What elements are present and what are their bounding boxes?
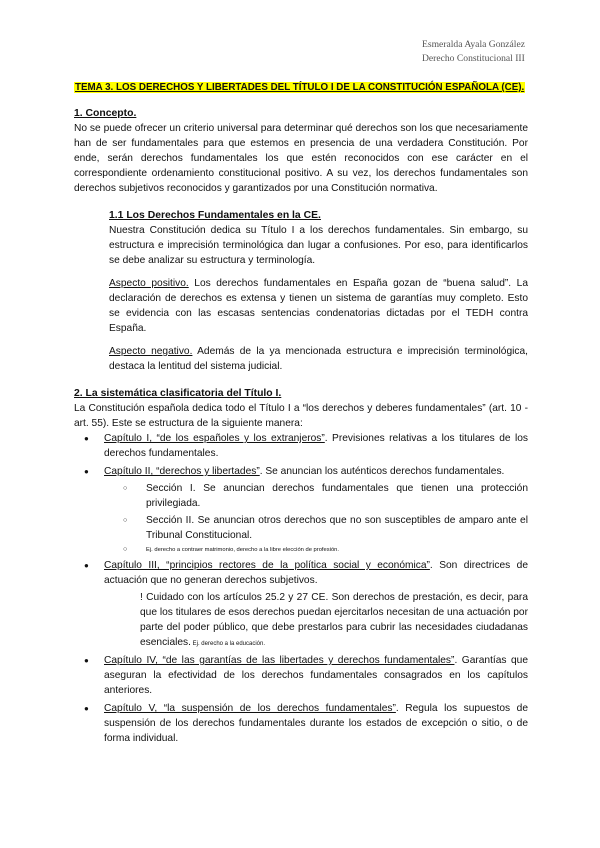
chapter-text: . Se anuncian los auténticos derechos fundamentales.: [259, 466, 505, 477]
chapter-3-note-text: ! Cuidado con los artículos 25.2 y 27 CE. Son derechos de prestación, es decir, para que los titulares de esos derechos puedan ejercitarlos necesitan de una actuación por parte del poder público, que debe prestarlos para cubrir las necesidades ciudadanas esenciales.: [140, 592, 528, 648]
header-author: Esmeralda Ayala González: [421, 39, 525, 50]
chapter-text: . Previsiones relativas a los titulares de los derechos fundamentales.: [104, 433, 528, 459]
chapter-item: [74, 558, 528, 650]
aspecto-negativo-label: Aspecto negativo.: [109, 346, 193, 357]
section-list: [104, 481, 528, 555]
section-1-heading: 1. Concepto.: [74, 108, 137, 119]
chapter-text: . Garantías que aseguran la efectividad de los derechos fundamentales consagrados en los capítulos anteriores.: [104, 655, 528, 696]
chapter-item: [74, 701, 528, 746]
title-line: [74, 80, 528, 95]
subsection-1-1-body: Nuestra Constitución dedica su Título I a los derechos fundamentales. Sin embargo, su estructura e imprecisión terminológica dan lugar a confusiones. Por eso, para identificarlos se debe analizar su estructura y terminología.: [109, 225, 528, 266]
aspecto-positivo: [109, 276, 528, 336]
section-concepto: [74, 106, 528, 374]
chapter-name: Capítulo V, “la suspensión de los derechos fundamentales”: [104, 703, 396, 714]
aspecto-positivo-text: Los derechos fundamentales en España gozan de “buena salud”. La declaración de derechos es extensa y tienen un sistema de garantías muy completo. Esto se evidencia con las escasas sentencias condenatorias dictadas por el TEDH contra España.: [109, 278, 528, 334]
aspecto-positivo-label: Aspecto positivo.: [109, 278, 189, 289]
page-header: [422, 38, 525, 66]
subsection-1-1: [109, 208, 528, 374]
example-item: ○ Ej. derecho a contraer matrimonio, derecho a la libre elección de profesión.: [104, 545, 528, 555]
section-sistematica: [74, 386, 528, 746]
subsection-1-1-heading: 1.1 Los Derechos Fundamentales en la CE.: [109, 210, 321, 221]
header-subject: Derecho Constitucional III: [421, 53, 525, 64]
chapter-3-example: Ej. derecho a la educación.: [190, 641, 266, 647]
chapter-name: Capítulo IV, “de las garantías de las libertades y derechos fundamentales”: [104, 655, 455, 666]
chapter-item: [74, 431, 528, 461]
chapter-3-note: [140, 590, 528, 650]
chapter-name: Capítulo III, “principios rectores de la política social y económica”: [104, 560, 430, 571]
chapter-name: Capítulo I, “de los españoles y los extranjeros”: [104, 433, 325, 444]
section-2-intro: La Constitución española dedica todo el Título I a “los derechos y deberes fundamentales” (art. 10 - art. 55). Este se estructura de la siguiente manera:: [74, 403, 528, 429]
aspecto-negativo-text: Además de la ya mencionada estructura e imprecisión terminológica, destaca la lentitud del sistema judicial.: [109, 346, 528, 372]
chapter-item: [74, 464, 528, 555]
section-item: ○ Sección II. Se anuncian otros derechos que no son susceptibles de amparo ante el Tribunal Constitucional.: [104, 513, 528, 543]
chapter-item: [74, 653, 528, 698]
chapter-name: Capítulo II, “derechos y libertades”: [104, 466, 260, 477]
aspecto-negativo: [109, 344, 528, 374]
section-1-body: No se puede ofrecer un criterio universal para determinar qué derechos son los que necesariamente han de ser fundamentales para que estemos en presencia de una verdadera Constitución. Por ende, serán derechos fundamentales los que estén reconocidos con ese carácter en el correspondiente ordenamiento constitucional positivo. A su vez, los derechos fundamentales son derechos subjetivos reconocidos y garantizados por una Constitución normativa.: [74, 123, 528, 194]
chapter-text: . Regula los supuestos de suspensión de los derechos fundamentales durante los estados de excepción o sitio, o de forma individual.: [104, 703, 529, 744]
section-item: ○ Sección I. Se anuncian derechos fundamentales que tienen una protección privilegiada.: [104, 481, 528, 511]
chapter-list: [74, 431, 528, 746]
document-body: [74, 80, 528, 755]
chapter-text: . Son directrices de actuación que no generan derechos subjetivos.: [104, 560, 528, 586]
document-title: TEMA 3. LOS DERECHOS Y LIBERTADES DEL TÍTULO I DE LA CONSTITUCIÓN ESPAÑOLA (CE).: [75, 82, 525, 93]
section-2-heading: 2. La sistemática clasificatoria del Título I.: [74, 388, 282, 399]
